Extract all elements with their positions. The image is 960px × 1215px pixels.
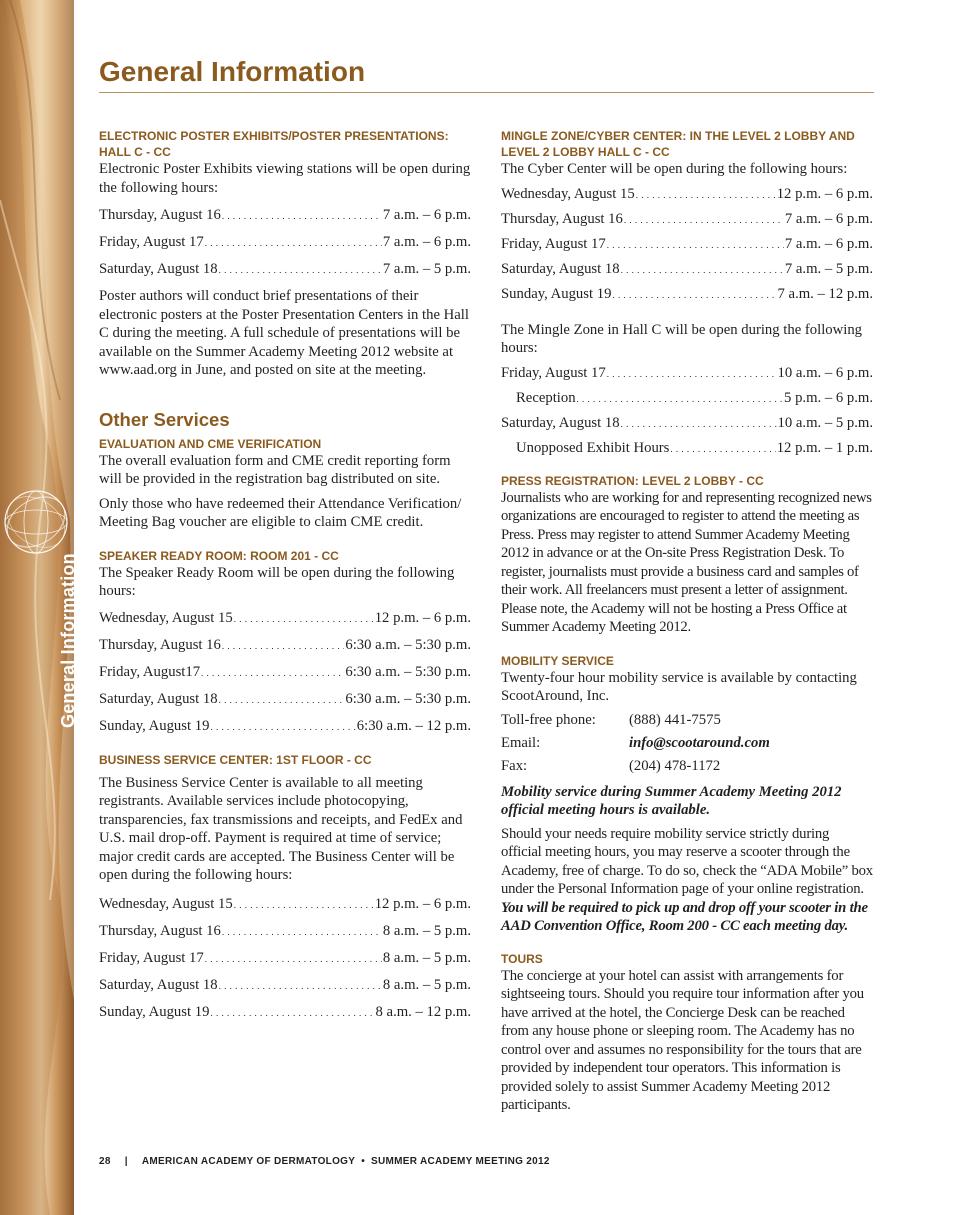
business-body: The Business Service Center is available to all meeting registrants. Available services include photocopying, transparencies, fax transmissions and receipts, and FedEx and U.S. mail drop-off. Payment is required at time of service; major credit cards are accepted. The Business Center will be open during the following hours: xyxy=(99,774,463,883)
hours-row: Saturday, August 18 . . . 6:30 a.m. – 5:30 p.m. xyxy=(99,686,471,713)
page-title: General Information xyxy=(99,56,366,87)
hours-row: Sunday, August 19 . . . 8 a.m. – 12 p.m. xyxy=(99,999,471,1026)
hours-row: Thursday, August 16 . . . 7 a.m. – 6 p.m. xyxy=(501,207,873,232)
hours-row: Sunday, August 19 . . . 7 a.m. – 12 p.m. xyxy=(501,282,873,307)
footer-event: SUMMER ACADEMY MEETING 2012 xyxy=(371,1156,550,1167)
press-section xyxy=(501,473,873,637)
left-column xyxy=(99,128,471,1026)
hours-row: Thursday, August 16 . . . 7 a.m. – 6 p.m. xyxy=(99,202,471,229)
cyber-heading-location: LEVEL 2 LOBBY HALL C - CC xyxy=(501,145,670,159)
hours-row: Wednesday, August 15 . . . 12 p.m. – 6 p.m. xyxy=(501,182,873,207)
poster-intro: Electronic Poster Exhibits viewing stations will be open during the following hours: xyxy=(99,161,471,196)
cme-paragraph-2: Only those who have redeemed their Attendance Verification/ Meeting Bag voucher are eligible to claim CME credit. xyxy=(99,495,462,530)
sidebar-section-label: General Information xyxy=(58,553,78,728)
cme-paragraph-1: The overall evaluation form and CME credit reporting form will be provided in the registration bag distributed on site. xyxy=(99,452,451,487)
hours-row: Thursday, August 16 . . . 8 a.m. – 5 p.m. xyxy=(99,918,471,945)
hours-row: Wednesday, August 15 . . . 12 p.m. – 6 p.m. xyxy=(99,891,471,918)
globe-icon xyxy=(2,488,70,556)
hours-row: Saturday, August 18 . . . 8 a.m. – 5 p.m. xyxy=(99,972,471,999)
mobility-body: Should your needs require mobility service strictly during official meeting hours, you may reserve a scooter through the Academy, free of charge. To do so, check the “ADA Mobile” box under the Personal Information page of your online registration. You will be required to pick up and drop off your scooter in the AAD Convention Office, Room 200 - CC each meeting day. xyxy=(501,825,873,934)
poster-heading: ELECTRONIC POSTER EXHIBITS/POSTER PRESENTATIONS: xyxy=(99,129,449,143)
mobility-section xyxy=(501,653,873,936)
mobility-intro: Twenty-four hour mobility service is available by contacting ScootAround, Inc. xyxy=(501,669,857,704)
cme-section xyxy=(99,436,471,532)
poster-body: Poster authors will conduct brief presentations of their electronic posters at the Poster Presentation Centers in the Hall C during the meeting. A full schedule of presentations will be available on the Summer Academy Meeting 2012 website at www.aad.org in June, and posted on site at the meeting. xyxy=(99,288,469,378)
mobility-body-emphasis: You will be required to pick up and drop off your scooter in the AAD Convention Office, Room 200 - CC each meeting day. xyxy=(501,899,868,934)
title-divider xyxy=(99,92,874,93)
hours-row: Friday, August17 . . . 6:30 a.m. – 5:30 p.m. xyxy=(99,659,471,686)
hours-row: Reception . . . 5 p.m. – 6 p.m. xyxy=(501,386,873,411)
hours-row: Sunday, August 19 . . . 6:30 a.m. – 12 p.m. xyxy=(99,713,471,740)
cme-heading: EVALUATION AND CME VERIFICATION xyxy=(99,436,322,451)
email-link[interactable]: info@scootaround.com xyxy=(629,734,770,751)
poster-section xyxy=(99,128,471,380)
other-services-heading: Other Services xyxy=(99,408,230,430)
footer-org: AMERICAN ACADEMY OF DERMATOLOGY xyxy=(141,1156,356,1167)
hours-row: Saturday, August 18 . . . 7 a.m. – 5 p.m. xyxy=(99,256,471,283)
tours-heading: TOURS xyxy=(501,951,543,966)
hours-row: Unopposed Exhibit Hours . . . 12 p.m. – 1 p.m. xyxy=(501,436,873,461)
business-section xyxy=(99,752,471,1026)
contact-row: Fax: (204) 478-1172 xyxy=(501,757,721,774)
footer-separator: | xyxy=(124,1156,128,1167)
mobility-heading: MOBILITY SERVICE xyxy=(501,653,614,668)
business-heading: BUSINESS SERVICE CENTER: 1ST FLOOR - CC xyxy=(99,752,372,767)
cyber-section xyxy=(501,128,873,461)
hours-row: Friday, August 17 . . . 8 a.m. – 5 p.m. xyxy=(99,945,471,972)
press-heading: PRESS REGISTRATION: LEVEL 2 LOBBY - CC xyxy=(501,473,764,488)
cyber-heading: MINGLE ZONE/CYBER CENTER: IN THE LEVEL 2 LOBBY AND xyxy=(501,129,855,143)
side-bar xyxy=(0,0,78,1215)
hours-row: Thursday, August 16 . . . 6:30 a.m. – 5:30 p.m. xyxy=(99,632,471,659)
hours-row: Friday, August 17 . . . 7 a.m. – 6 p.m. xyxy=(99,229,471,256)
mobility-note: Mobility service during Summer Academy Meeting 2012 official meeting hours is available. xyxy=(501,783,842,818)
hours-row: Saturday, August 18 . . . 10 a.m. – 5 p.m. xyxy=(501,411,873,436)
speaker-section xyxy=(99,548,471,740)
page-footer xyxy=(99,1156,550,1167)
footer-bullet: • xyxy=(361,1156,366,1167)
poster-heading-location: HALL C - CC xyxy=(99,145,171,159)
cyber-intro: The Cyber Center will be open during the following hours: xyxy=(501,161,848,177)
tours-body: The concierge at your hotel can assist with arrangements for sightseeing tours. Should you require tour information after you have arrived at the hotel, the Concierge Desk can be reached from any house phone or sleeping room. The Academy has no control over and assumes no responsibility for the tours that are provided by independent tour operators. This information is provided solely to assist Summer Academy Meeting 2012 participants. xyxy=(501,967,864,1113)
tours-section xyxy=(501,951,873,1115)
hours-row: Wednesday, August 15 . . . 12 p.m. – 6 p.m. xyxy=(99,605,471,632)
hours-row: Saturday, August 18 . . . 7 a.m. – 5 p.m. xyxy=(501,257,873,282)
speaker-heading: SPEAKER READY ROOM: ROOM 201 - CC xyxy=(99,548,339,563)
speaker-intro: The Speaker Ready Room will be open during the following hours: xyxy=(99,564,455,599)
hours-row: Friday, August 17 . . . 10 a.m. – 6 p.m. xyxy=(501,361,873,386)
mingle-intro: The Mingle Zone in Hall C will be open during the following hours: xyxy=(501,321,863,356)
right-column xyxy=(501,128,873,1115)
contact-row: Toll-free phone: (888) 441-7575 xyxy=(501,711,721,728)
page-number: 28 xyxy=(99,1156,111,1167)
contact-row: Email: info@scootaround.com xyxy=(501,732,873,755)
press-body: Journalists who are working for and representing recognized news organizations are encouraged to register to attend the meeting as Press. Press may register to attend Summer Academy Meeting 2012 in advance or at the On-site Press Registration Desk. To register, journalists must provide a business card and samples of their work. All freelancers must present a letter of assignment. Please note, the Academy will not be hosting a Press Office at Summer Academy Meeting 2012. xyxy=(501,489,872,635)
hours-row: Friday, August 17 . . . 7 a.m. – 6 p.m. xyxy=(501,232,873,257)
